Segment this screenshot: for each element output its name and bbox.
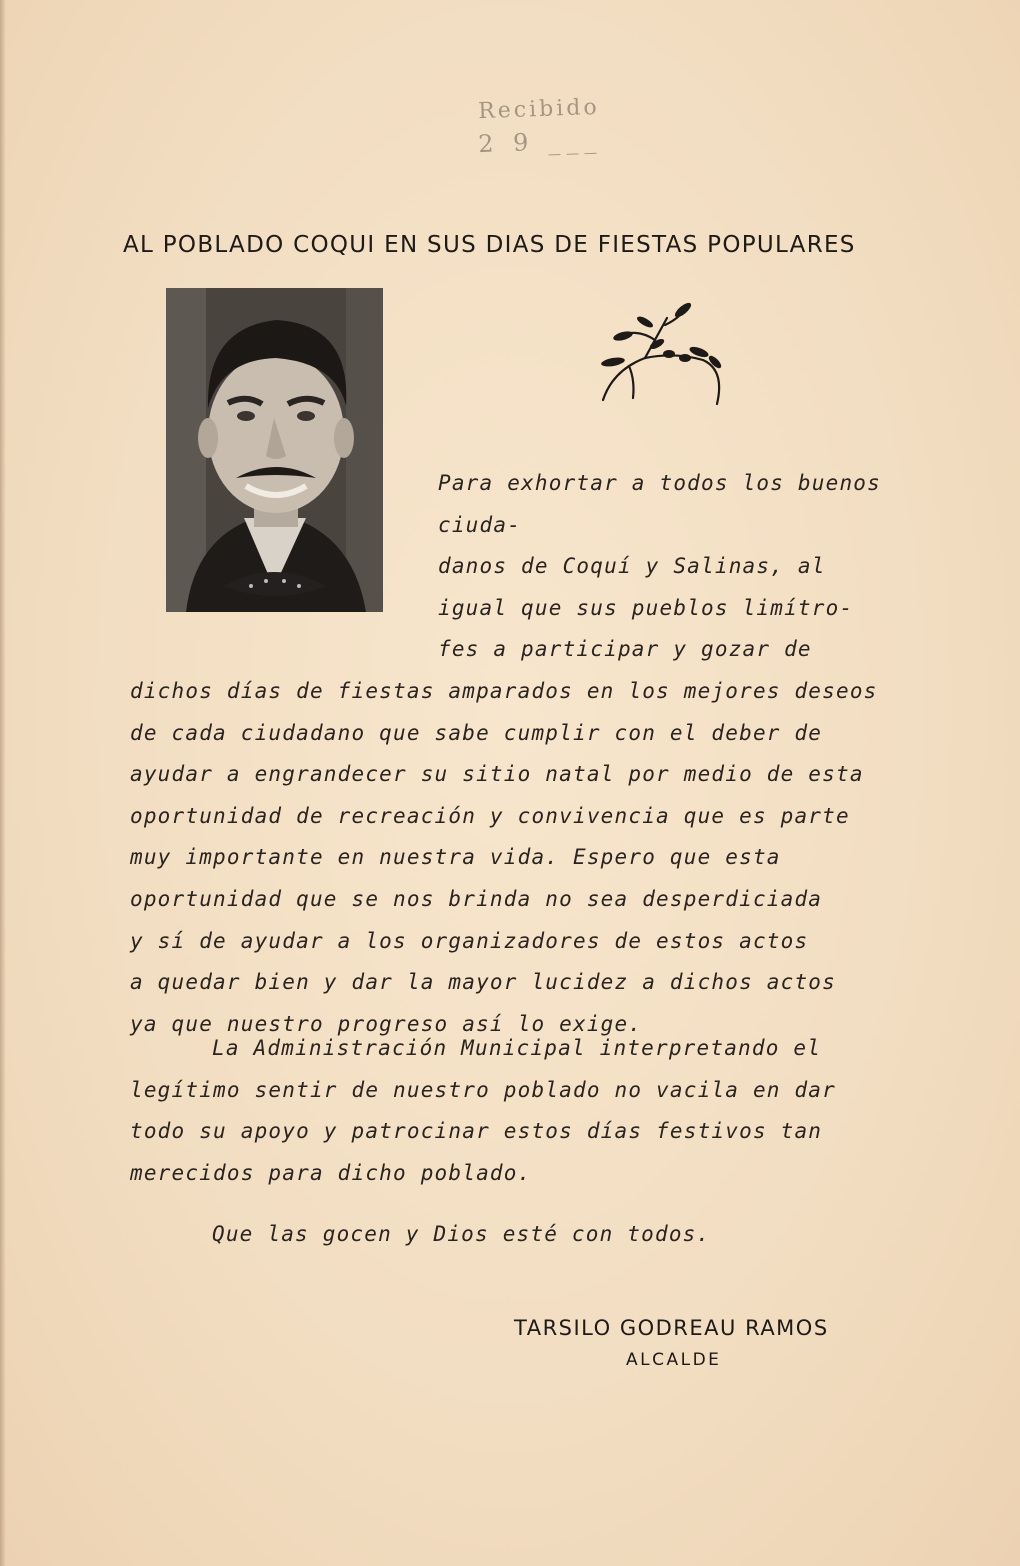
paragraph-line: ayudar a engrandecer su sitio natal por medio de esta xyxy=(130,762,864,787)
paragraph-line: igual que sus pueblos limítro- xyxy=(438,595,854,620)
paragraph-line: dichos días de fiestas amparados en los mejores deseos xyxy=(130,678,878,703)
signatory-title: ALCALDE xyxy=(626,1350,722,1370)
paragraph-line: oportunidad de recreación y convivencia que es parte xyxy=(130,803,850,828)
stamp-line-2: 2 9 ___ xyxy=(477,125,603,159)
paragraph-line: ya que nuestro progreso así lo exige. xyxy=(130,1011,643,1036)
paragraph-line: Para exhortar a todos los buenos ciuda- xyxy=(438,471,881,537)
paragraph-line: La Administración Municipal interpretando el xyxy=(212,1036,822,1060)
closing-line: Que las gocen y Dios esté con todos. xyxy=(212,1222,711,1246)
paragraph-line: oportunidad que se nos brinda no sea desperdiciada xyxy=(130,886,823,911)
received-stamp xyxy=(419,91,662,189)
leaf-sprig-ornament xyxy=(585,300,735,410)
paragraph-line: fes a participar y gozar de xyxy=(438,637,812,662)
paragraph-line: y sí de ayudar a los organizadores de estos actos xyxy=(130,928,809,953)
paragraph-line: todo su apoyo y patrocinar estos días festivos tan xyxy=(130,1119,823,1144)
paragraph-line: legítimo sentir de nuestro poblado no vacila en dar xyxy=(130,1077,836,1102)
paragraph-line: muy importante en nuestra vida. Espero que esta xyxy=(130,845,781,870)
paragraph-line: merecidos para dicho poblado. xyxy=(130,1160,532,1185)
paragraph-administration xyxy=(130,1028,910,1194)
paragraph-exhortation xyxy=(130,463,910,1045)
signatory-name: TARSILO GODREAU RAMOS xyxy=(514,1316,829,1340)
paragraph-line: danos de Coquí y Salinas, al xyxy=(438,554,826,579)
paragraph-line: a quedar bien y dar la mayor lucidez a dichos actos xyxy=(130,970,836,995)
page-heading: AL POBLADO COQUI EN SUS DIAS DE FIESTAS POPULARES xyxy=(123,232,856,258)
stamp-line-1: Recibido xyxy=(477,94,601,125)
paragraph-line: de cada ciudadano que sabe cumplir con el deber de xyxy=(130,720,823,745)
page-edge-shadow xyxy=(0,0,6,1566)
